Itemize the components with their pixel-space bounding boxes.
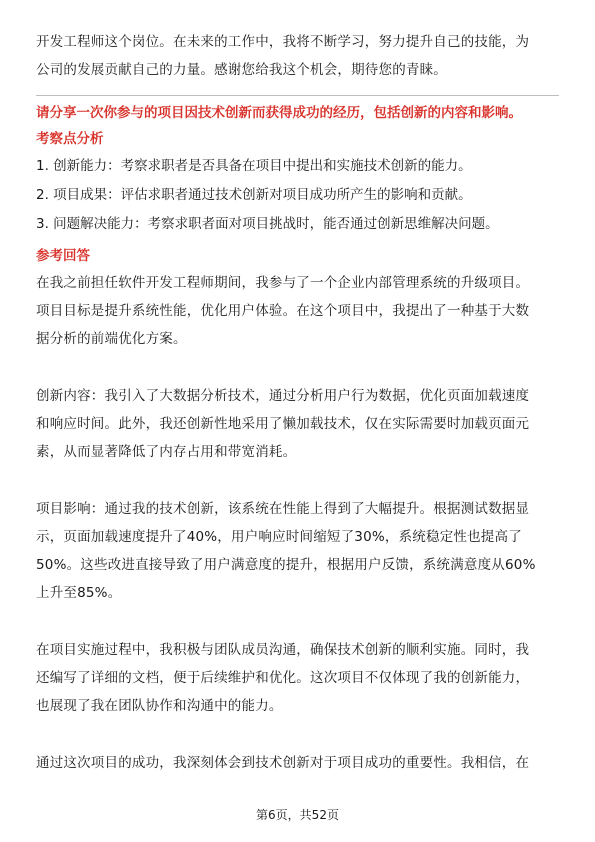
text-line: 开发工程师这个岗位。在未来的工作中，我将不断学习，努力提升自己的技能，为	[36, 34, 530, 50]
answer-paragraph	[36, 749, 559, 777]
list-item: 1. 创新能力：考察求职者是否具备在项目中提出和实施技术创新的能力。	[36, 158, 472, 174]
answer-paragraph	[36, 382, 559, 466]
intro-paragraph	[36, 28, 559, 84]
document-page	[36, 28, 559, 777]
analysis-heading: 考察点分析	[36, 131, 104, 147]
answer-paragraph	[36, 269, 559, 353]
list-item: 2. 项目成果：评估求职者通过技术创新对项目成功所产生的影响和贡献。	[36, 187, 472, 203]
text-line: 在我之前担任软件开发工程师期间，我参与了一个企业内部管理系统的升级项目。	[36, 275, 530, 291]
divider-line	[36, 95, 559, 96]
text-line: 也展现了我在团队协作和沟通中的能力。	[36, 698, 283, 714]
text-line: 在项目实施过程中，我积极与团队成员沟通，确保技术创新的顺利实施。同时，我	[36, 642, 530, 658]
text-line: 上升至85%。	[36, 585, 122, 601]
list-item: 3. 问题解决能力：考察求职者面对项目挑战时，能否通过创新思维解决问题。	[36, 216, 499, 232]
paragraph-gap	[36, 466, 559, 495]
analysis-list	[36, 152, 559, 239]
text-line: 据分析的前端优化方案。	[36, 331, 187, 347]
text-line: 还编写了详细的文档，便于后续维护和优化。这次项目不仅体现了我的创新能力，	[36, 670, 530, 686]
text-line: 通过这次项目的成功，我深刻体会到技术创新对于项目成功的重要性。我相信，在	[36, 755, 530, 771]
text-line: 公司的发展贡献自己的力量。感谢您给我这个机会，期待您的青睐。	[36, 62, 447, 78]
text-line: 50%。这些改进直接导致了用户满意度的提升，根据用户反馈，系统满意度从60%	[36, 557, 536, 573]
text-line: 和响应时间。此外，我还创新性地采用了懒加载技术，仅在实际需要时加载页面元	[36, 416, 530, 432]
answer-paragraph	[36, 636, 559, 720]
paragraph-gap	[36, 353, 559, 382]
answer-heading: 参考回答	[36, 248, 90, 264]
text-line: 项目影响：通过我的技术创新，该系统在性能上得到了大幅提升。根据测试数据显	[36, 501, 530, 517]
question-heading: 请分享一次你参与的项目因技术创新而获得成功的经历，包括创新的内容和影响。	[36, 105, 522, 121]
text-line: 创新内容：我引入了大数据分析技术，通过分析用户行为数据，优化页面加载速度	[36, 388, 530, 404]
page-number-footer: 第6页，共52页	[256, 808, 339, 822]
text-line: 示，页面加载速度提升了40%，用户响应时间缩短了30%，系统稳定性也提高了	[36, 529, 522, 545]
text-line: 项目目标是提升系统性能，优化用户体验。在这个项目中，我提出了一种基于大数	[36, 303, 530, 319]
paragraph-gap	[36, 720, 559, 749]
text-line: 素，从而显著降低了内存占用和带宽消耗。	[36, 444, 297, 460]
answer-paragraph	[36, 495, 559, 607]
paragraph-gap	[36, 607, 559, 636]
